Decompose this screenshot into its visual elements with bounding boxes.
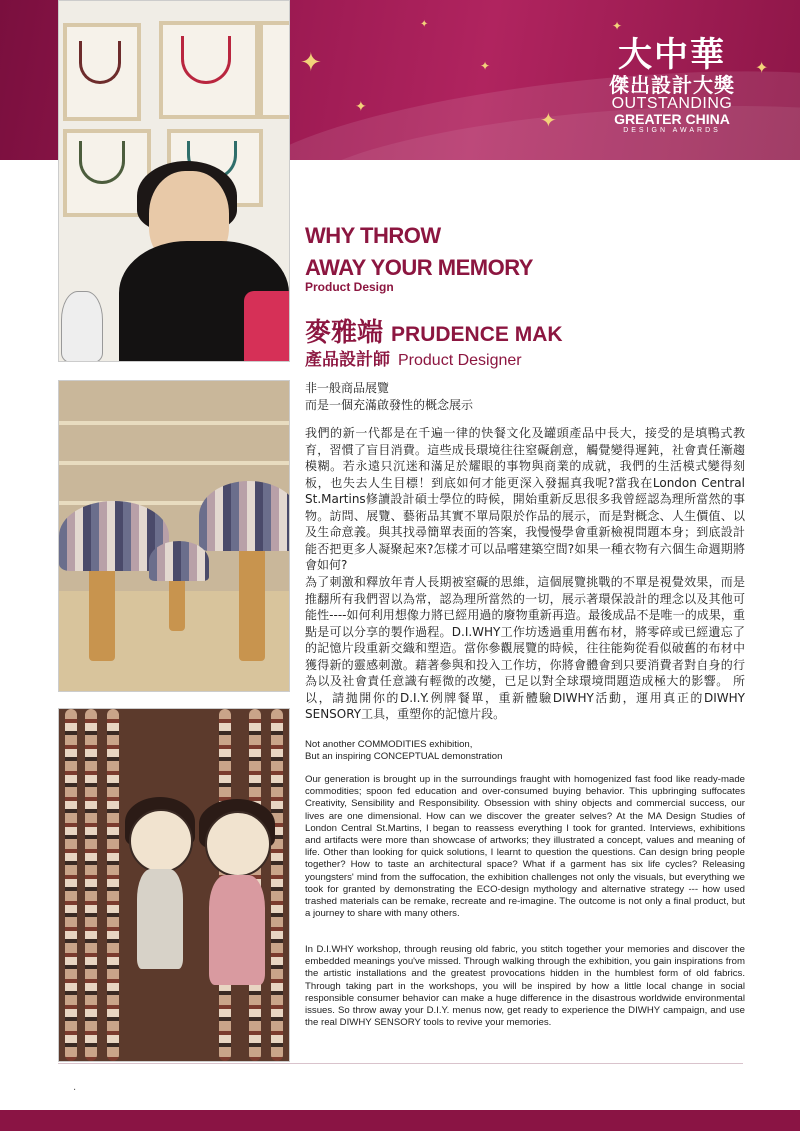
- designer-role-en: Product Designer: [398, 352, 522, 369]
- doll-head: [129, 809, 193, 873]
- star-icon: ✦: [612, 19, 623, 33]
- designer-name-zh: 麥雅端: [305, 317, 384, 347]
- star-icon: ✦: [300, 48, 322, 78]
- designer-role: [305, 345, 522, 370]
- designer-role-zh: 產品設計師: [305, 350, 390, 369]
- star-icon: ✦: [540, 108, 557, 132]
- en-intro: [305, 739, 745, 763]
- mall-exhibition-photo: [58, 380, 290, 692]
- necklace-art: [181, 36, 231, 84]
- article-title: [305, 220, 533, 284]
- art-frame: [259, 21, 290, 119]
- title-line1: WHY THROW: [305, 223, 441, 248]
- footer-divider: [58, 1063, 743, 1064]
- bead-strand: [271, 709, 283, 1061]
- en-intro-line2: But an inspiring CONCEPTUAL demonstration: [305, 751, 503, 763]
- doll-body: [209, 875, 265, 985]
- logo-line3: OUTSTANDING: [611, 95, 733, 112]
- awards-logo: [602, 36, 742, 136]
- zh-intro: [305, 380, 745, 413]
- star-icon: ✦: [420, 19, 429, 30]
- star-icon: ✦: [480, 59, 491, 73]
- star-icon: ✦: [755, 58, 769, 77]
- bead-strand: [107, 709, 119, 1061]
- category-label: Product Design: [305, 280, 394, 294]
- zh-intro-line2: 而是一個充滿啟發性的概念展示: [305, 397, 474, 412]
- en-intro-line1: Not another COMMODITIES exhibition,: [305, 739, 473, 750]
- designer-name: [305, 312, 563, 349]
- mushroom-cap: [199, 481, 290, 551]
- zh-paragraph-1: 我們的新一代都是在千遍一律的快餐文化及罐頭產品中長大，接受的是填鴨式教育，習慣了盲目消費。這些成長環境往往窒礙創意，觸覺變得遲鈍，社會責任漸趨模糊。若永遠只沉迷和滿足於耀眼的事物與商業的成就，我們的生活模式變得刻板，也失去人生目標！到底如何才能更深入發掘真我呢?當我在London Central St.Martins修讀設計碩士學位的時候，開始重新反思很多我曾經認為理所當然的事物。訪問、展覽、藝術品其實不單局限於作品的展示，而是對概念、人生價值、以及生命意義。與其找尋簡單表面的答案，我慢慢學會重新檢視問題本身；到底設計能否把更多人凝聚起來?怎樣才可以品嚐建築空間?如果一種衣物有六個生命週期將會如何?: [305, 426, 745, 572]
- logo-line4: GREATER CHINA: [614, 111, 730, 127]
- doll-head: [205, 811, 271, 877]
- zh-paragraph-2: 為了刺激和釋放年青人長期被窒礙的思維，這個展覽挑戰的不單是視覺效果，而是推翻所有我們習以為常，認為理所當然的一切，展示著環保設計的理念以及其他可能性----如何利用想像力將已經用過的廢物重新再造。最後成品不是唯一的成果，重點是可以分享的製作過程。D.I.WHY工作坊透過重用舊布材，將零碎或已經遺忘了的記憶片段重新交織和塑造。當你參觀展覽的時候，往往能夠從看似破舊的布材中獲得新的靈感刺激。藉著參與和投入工作坊，你將會體會到只要消費者對自身的行為以及社會責任意識有輕微的改變，已足以對全球環境問題造成極大的影響。 所以，請拋開你的D.I.Y.例牌餐單，重新體驗DIWHY活動，運用真正的DIWHY SENSORY工具，重塑你的記憶片段。: [305, 575, 745, 721]
- en-paragraph-1: Our generation is brought up in the surroundings fraught with homogenized fast food like ready-made commodities; spoon fed education and over-consumed buying behavior. This upbringing suffocates Creativity, Sensibility and Responsibility. Obsession with shiny objects and commercial success, our lives are one dimensional. How can we discover the greater selves? At the MA Design Studies of London Central St.Martins, I began to reassess everything I took for granted. Interviews, exhibitions and artifacts were more than showcase of artworks; they illustrated a concept, values and meaning of life. Other than looking for quick solutions, I learnt to question the questions. Can design bring people together? How to taste an architectural space? What if a garment has six life cycles? Releasing youngsters' mind from the suffocation, the exhibition challenges not only the visuals, but everything we took for granted by demonstrating the ECO-design mythology and alternative strategy --- how used trashed materials can be remake, recreate and re-imagine. The outcome is not only a final product, but a journey to share with many others.: [305, 774, 745, 920]
- star-icon: ✦: [355, 99, 367, 115]
- bead-strand: [65, 709, 77, 1061]
- title-line2: AWAY YOUR MEMORY: [305, 255, 533, 280]
- designer-name-en: PRUDENCE MAK: [391, 323, 563, 346]
- doll-body: [137, 869, 183, 969]
- logo-line5: DESIGN AWARDS: [623, 127, 721, 134]
- page-marker: .: [73, 1082, 77, 1093]
- logo-line1: 大中華: [618, 35, 726, 75]
- red-cushion: [244, 291, 290, 362]
- mall-level: [59, 461, 289, 465]
- mushroom-cap: [149, 541, 209, 581]
- fabric-doll: [61, 291, 103, 362]
- bead-strand: [85, 709, 97, 1061]
- mall-level: [59, 421, 289, 425]
- en-paragraph-2: In D.I.WHY workshop, through reusing old fabric, you stitch together your memories and discover the embedded meanings you've missed. Through walking through the exhibition, you gain inspirations from the artistic installations and the greatest provocations hidden in the humblest form of old fabrics. Through taking part in the workshops, you will be inspired by how a little local change in social responsible consumer behavior can make a huge difference in the disastrous worldwide environmental issues. So throw away your D.I.Y. menus now, get ready to experience the DIWHY campaign, and use the real DIWHY SENSORY tools to revive your memories.: [305, 944, 745, 1029]
- zh-intro-line1: 非一般商品展覽: [305, 381, 390, 395]
- necklace-art: [79, 41, 121, 84]
- designer-portrait-photo: [58, 0, 290, 362]
- bead-installation-photo: [58, 708, 290, 1062]
- logo-line2: 傑出設計大獎: [609, 73, 735, 97]
- footer-bar: [0, 1110, 800, 1131]
